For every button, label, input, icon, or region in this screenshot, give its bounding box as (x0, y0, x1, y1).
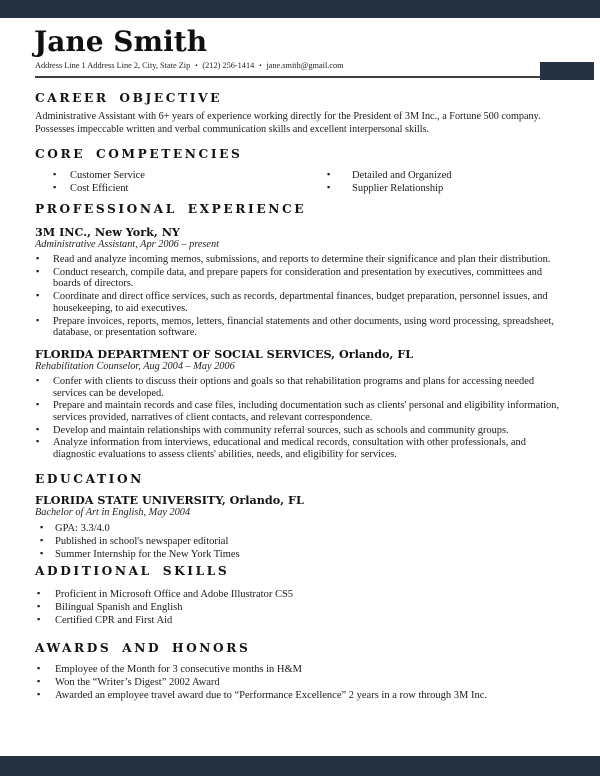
education-bullet-list (35, 522, 570, 561)
bullet-icon: ▪ (40, 535, 44, 545)
section-title: AWARDS AND HONORS (35, 641, 251, 655)
list-item (36, 376, 570, 399)
square-separator-icon: ▪ (195, 62, 198, 69)
bullet-icon: ▪ (36, 436, 40, 447)
address-text: Address Line 1 Address Line 2, City, State Zip (35, 61, 191, 70)
bullet-text: Prepare and maintain records and case files, including documentation such as clients' personal and eligibility information, services provided, narratives of client contacts, and relevant correspondence. (53, 400, 559, 424)
bullet-icon: ▪ (37, 601, 41, 611)
list-item (37, 614, 570, 627)
job-entry (35, 348, 570, 461)
section-title: ADDITIONAL SKILLS (35, 564, 230, 578)
list-item (36, 254, 570, 266)
section-education (35, 472, 570, 561)
list-item (36, 437, 570, 460)
bullet-icon: ▪ (36, 253, 40, 263)
person-name: Jane Smith (34, 25, 208, 58)
bullet-text: Proficient in Microsoft Office and Adobe Illustrator CS5 (55, 589, 294, 600)
section-career-objective (35, 91, 570, 137)
bullet-icon: ▪ (36, 374, 40, 385)
bullet-icon: ▪ (53, 182, 57, 192)
degree-dates: Bachelor of Art in English, May 2004 (35, 507, 191, 518)
bullet-icon: ▪ (36, 423, 40, 434)
job-bullet-list (35, 254, 570, 339)
bullet-icon: ▪ (37, 588, 41, 598)
list-item (37, 601, 570, 614)
bullet-icon: ▪ (37, 676, 41, 686)
list-item (36, 400, 570, 423)
bottom-accent-bar (0, 756, 600, 776)
list-item (36, 267, 570, 290)
bullet-icon: ▪ (37, 689, 41, 699)
bullet-icon: ▪ (37, 614, 41, 624)
list-item (327, 169, 452, 182)
list-item (36, 291, 570, 314)
bullet-icon: ▪ (327, 182, 331, 192)
section-awards-and-honors (35, 641, 570, 702)
header-accent-tab (540, 62, 594, 80)
section-title: CORE COMPETENCIES (35, 147, 243, 161)
competency-list-right (327, 169, 452, 195)
bullet-text: Read and analyze incoming memos, submissions, and reports to determine their significance and plan their distribution. (53, 254, 551, 265)
section-title: EDUCATION (35, 472, 144, 486)
competency-text: Cost Efficient (70, 183, 129, 194)
bullet-icon: ▪ (40, 522, 44, 532)
bullet-text: Certified CPR and First Aid (55, 615, 173, 626)
objective-text: Administrative Assistant with 6+ years of experience working directly for the President of 3M Inc., a Fortune 500 company. Possesses impeccable written and verbal communication skills and excellent interpersonal skills. (35, 111, 541, 135)
list-item (53, 182, 327, 195)
bullet-icon: ▪ (36, 290, 40, 301)
list-item (37, 588, 570, 601)
bullet-text: Summer Internship for the New York Times (55, 549, 240, 560)
bullet-text: Bilingual Spanish and English (55, 602, 183, 613)
bullet-text: Conduct research, compile data, and prepare papers for consideration and presentation by executives, committees and boards of directors. (53, 266, 543, 290)
competency-text: Customer Service (70, 170, 145, 181)
job-entry (35, 226, 570, 339)
resume-content (35, 0, 570, 776)
list-item (37, 676, 570, 689)
phone-text: (212) 256-1414 (202, 61, 255, 70)
awards-bullet-list (35, 663, 570, 702)
job-company: FLORIDA DEPARTMENT OF SOCIAL SERVICES, Orlando, FL (35, 346, 414, 361)
section-additional-skills (35, 564, 570, 627)
bullet-text: GPA: 3.3/4.0 (55, 523, 110, 534)
bullet-text: Analyze information from interviews, educational and medical records, consultation with other professionals, and diagnostic evaluations to assess clients' abilities, needs, and eligibility for services. (53, 437, 526, 461)
bullet-icon: ▪ (36, 399, 40, 410)
bullet-text: Confer with clients to discuss their options and goals so that rehabilitation programs and plans for accessing needed services can be developed. (53, 375, 535, 399)
job-role-dates: Administrative Assistant, Apr 2006 – present (35, 239, 220, 250)
list-item (36, 425, 570, 437)
list-item (36, 316, 570, 339)
list-item (40, 535, 570, 548)
competency-text: Detailed and Organized (352, 170, 452, 181)
bullet-text: Coordinate and direct office services, such as records, departmental finances, budget preparation, personnel issues, and housekeeping, to aid executives. (53, 291, 548, 314)
bullet-text: Employee of the Month for 3 consecutive months in H&M (55, 664, 303, 675)
bullet-text: Published in school's newspaper editorial (55, 536, 229, 547)
bullet-icon: ▪ (36, 265, 40, 276)
school-name: FLORIDA STATE UNIVERSITY, Orlando, FL (35, 493, 304, 507)
contact-line (35, 61, 344, 70)
list-item (53, 169, 327, 182)
bullet-text: Won the “Writer’s Digest” 2002 Award (55, 677, 220, 688)
header-rule (35, 76, 570, 78)
section-title: PROFESSIONAL EXPERIENCE (35, 202, 307, 216)
section-title: CAREER OBJECTIVE (35, 91, 223, 105)
bullet-icon: ▪ (327, 169, 331, 179)
email-text: jane.smith@gmail.com (266, 61, 344, 70)
section-professional-experience (35, 202, 570, 462)
skills-bullet-list (35, 588, 570, 627)
list-item (327, 182, 452, 195)
bullet-text: Prepare invoices, reports, memos, letters, financial statements and other documents, using word processing, spreadsheet, database, or presentation software. (53, 315, 554, 339)
list-item (37, 663, 570, 676)
bullet-icon: ▪ (53, 169, 57, 179)
list-item (40, 548, 570, 561)
list-item (40, 522, 570, 535)
bullet-icon: ▪ (40, 548, 44, 558)
bullet-text: Develop and maintain relationships with community referral sources, such as schools and community groups. (53, 424, 509, 436)
bullet-icon: ▪ (36, 314, 40, 325)
square-separator-icon: ▪ (259, 62, 262, 69)
bullet-text: Awarded an employee travel award due to “Performance Excellence” 2 years in a row through 3M Inc. (55, 690, 487, 701)
competency-columns (35, 169, 570, 195)
competency-list-left (35, 169, 327, 195)
list-item (37, 689, 570, 702)
section-core-competencies (35, 147, 570, 195)
job-company: 3M INC., New York, NY (35, 225, 180, 239)
competency-text: Supplier Relationship (352, 183, 444, 194)
job-role-dates: Rehabilitation Counselor, Aug 2004 – May 2006 (35, 360, 235, 372)
job-bullet-list (35, 376, 570, 461)
bullet-icon: ▪ (37, 663, 41, 673)
